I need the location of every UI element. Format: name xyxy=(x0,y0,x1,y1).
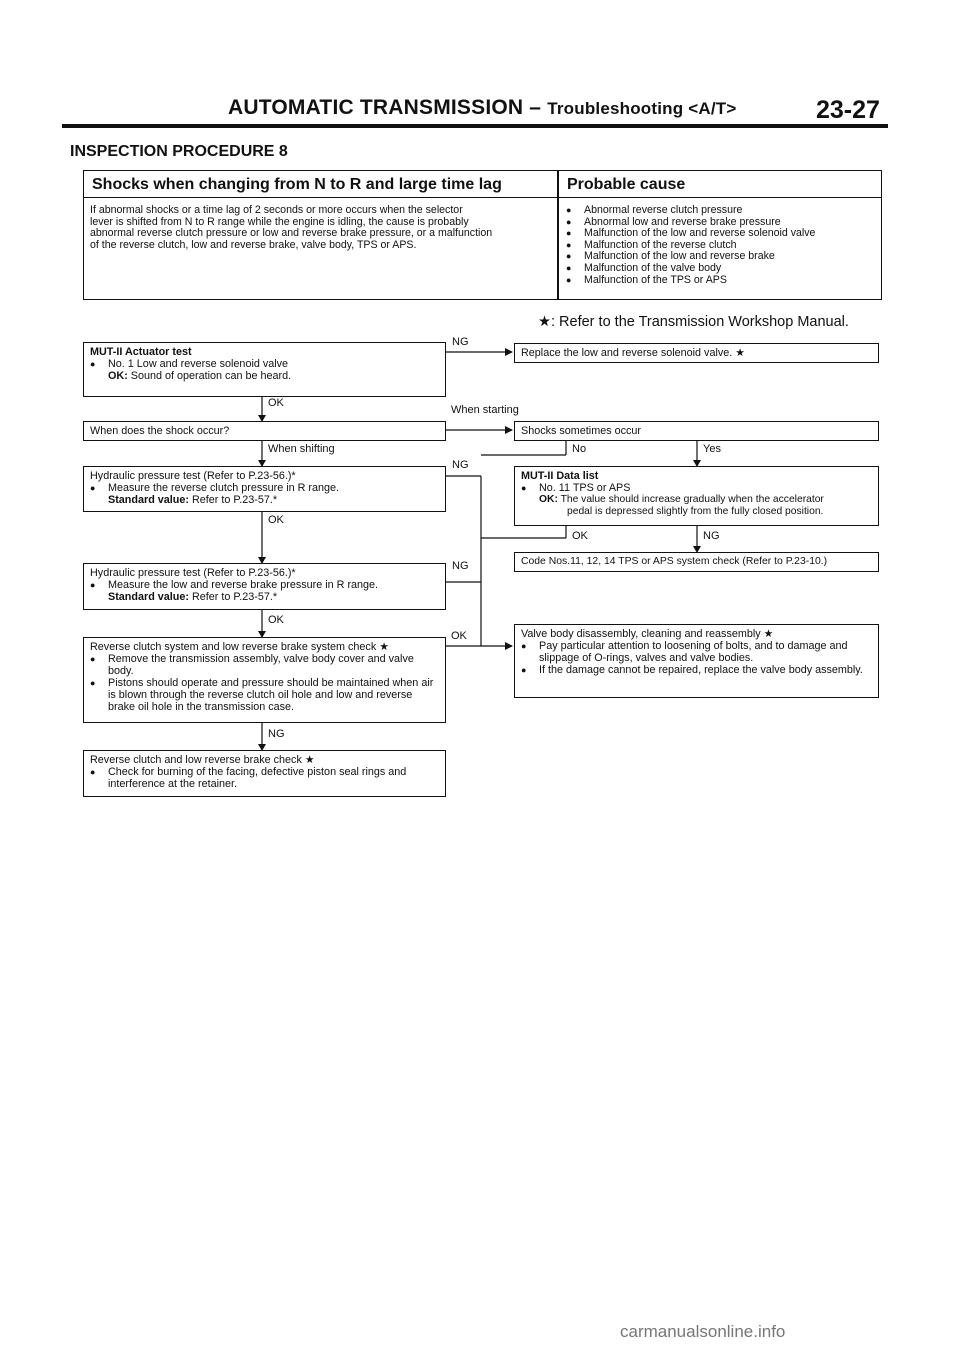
ok-label: OK xyxy=(572,530,588,542)
symptom-heading: Shocks when changing from N to R and large time lag xyxy=(92,176,502,193)
cause-heading: Probable cause xyxy=(567,176,686,193)
brake-check-title: Reverse clutch and low reverse brake check ★ xyxy=(90,754,315,766)
section-subtitle: Troubleshooting <A/T> xyxy=(547,99,737,118)
ok-label: OK: xyxy=(108,370,128,382)
reverse-system-check-title: Reverse clutch system and low reverse brake system check ★ xyxy=(90,641,389,653)
cause-item: ● Abnormal reverse clutch pressure xyxy=(566,205,878,217)
procedure-title: INSPECTION PROCEDURE 8 xyxy=(70,143,288,160)
cause-item: ● Malfunction of the reverse clutch xyxy=(566,240,878,252)
ng-label: NG xyxy=(452,560,469,572)
data-list-title: MUT-II Data list xyxy=(521,470,599,482)
no-label: No xyxy=(572,443,587,455)
cause-item: ● Malfunction of the valve body xyxy=(566,263,878,275)
ok-label: OK xyxy=(268,514,284,526)
data-list-ok xyxy=(521,494,872,506)
yes-label: Yes xyxy=(703,443,721,455)
valve-body-item: ● Pay particular attention to loosening of bolts, and to damage and slippage of O-rings, valves and valve bodies. xyxy=(521,640,872,664)
ok-label: OK xyxy=(451,630,467,642)
ok-text-2: pedal is depressed slightly from the fully closed position. xyxy=(567,506,824,517)
section-title-main: AUTOMATIC TRANSMISSION xyxy=(228,96,524,119)
standard-value-text: Refer to P.23-57.* xyxy=(192,494,278,506)
brake-check-box xyxy=(83,750,446,797)
watermark: carmanualsonline.info xyxy=(620,1322,786,1341)
ok-text: Sound of operation can be heard. xyxy=(130,370,292,382)
hydraulic-test-2-box xyxy=(83,563,446,610)
data-list-item: ● No. 11 TPS or APS xyxy=(521,482,872,494)
workshop-manual-note: ★: Refer to the Transmission Workshop Manual. xyxy=(538,314,849,330)
shocks-sometimes-text: Shocks sometimes occur xyxy=(521,425,642,437)
description-line: abnormal reverse clutch pressure or low and reverse brake pressure, or a malfunction xyxy=(90,227,493,240)
description-line: lever is shifted from N to R range while the engine is idling, the cause is probably xyxy=(90,215,469,228)
actuator-test-title: MUT-II Actuator test xyxy=(90,346,192,358)
hydraulic-test-1-item: ● Measure the reverse clutch pressure in R range. xyxy=(90,482,439,494)
valve-body-title: Valve body disassembly, cleaning and reassembly ★ xyxy=(521,628,774,640)
actuator-test-item: ● No. 1 Low and reverse solenoid valve xyxy=(90,358,439,370)
when-shock-text: When does the shock occur? xyxy=(90,425,230,437)
standard-value-text: Refer to P.23-57.* xyxy=(192,591,278,603)
valve-body-item: ● If the damage cannot be repaired, replace the valve body assembly. xyxy=(521,664,872,676)
description-line: of the reverse clutch, low and reverse brake, valve body, TPS or APS. xyxy=(90,238,417,251)
actuator-test-ok xyxy=(90,370,439,382)
brake-check-item: ● Check for burning of the facing, defective piston seal rings and interference at the retainer. xyxy=(90,766,439,790)
hydraulic-test-1-standard xyxy=(90,494,439,506)
hydraulic-test-2-title: Hydraulic pressure test (Refer to P.23-56.)* xyxy=(90,567,296,579)
ok-label: OK xyxy=(268,397,284,409)
hydraulic-test-1-title: Hydraulic pressure test (Refer to P.23-56.)* xyxy=(90,470,296,482)
cause-item: ● Abnormal low and reverse brake pressure xyxy=(566,217,878,229)
actuator-test-box xyxy=(83,342,446,397)
code-check-text: Code Nos.11, 12, 14 TPS or APS system check (Refer to P.23-10.) xyxy=(521,556,828,567)
valve-body-box xyxy=(514,624,879,698)
ng-label: NG xyxy=(452,336,469,348)
ng-label: NG xyxy=(452,459,469,471)
ok-label: OK xyxy=(268,614,284,626)
standard-value-label: Standard value: xyxy=(108,591,189,603)
description-line: If abnormal shocks or a time lag of 2 seconds or more occurs when the selector xyxy=(90,204,463,216)
replace-valve-text: Replace the low and reverse solenoid valve. ★ xyxy=(521,347,745,359)
when-shock-box xyxy=(83,421,446,441)
ok-label: OK: xyxy=(539,494,558,505)
page-number: 23-27 xyxy=(816,96,880,124)
reverse-system-check-item: ● Remove the transmission assembly, valve body cover and valve body. xyxy=(90,653,439,677)
hydraulic-test-2-standard xyxy=(90,591,439,603)
hydraulic-test-1-box xyxy=(83,466,446,512)
code-check-box xyxy=(514,552,879,572)
reverse-system-check-item: ● Pistons should operate and pressure should be maintained when air is blown through the reverse clutch oil hole and low and reverse brake oil hole in the transmission case. xyxy=(90,677,439,713)
cause-item: ● Malfunction of the low and reverse solenoid valve xyxy=(566,228,878,240)
data-list-box xyxy=(514,466,879,526)
when-shifting-label: When shifting xyxy=(268,443,335,455)
shocks-sometimes-box xyxy=(514,421,879,441)
cause-item: ● Malfunction of the low and reverse brake xyxy=(566,251,878,263)
when-starting-label: When starting xyxy=(451,404,519,416)
ng-label: NG xyxy=(703,530,720,542)
ng-label: NG xyxy=(268,728,285,740)
section-title-dash: – xyxy=(529,96,542,119)
reverse-system-check-box xyxy=(83,637,446,723)
cause-item: ● Malfunction of the TPS or APS xyxy=(566,275,878,287)
hydraulic-test-2-item: ● Measure the low and reverse brake pressure in R range. xyxy=(90,579,439,591)
standard-value-label: Standard value: xyxy=(108,494,189,506)
replace-valve-box xyxy=(514,343,879,363)
ok-text-1: The value should increase gradually when the accelerator xyxy=(560,494,824,505)
